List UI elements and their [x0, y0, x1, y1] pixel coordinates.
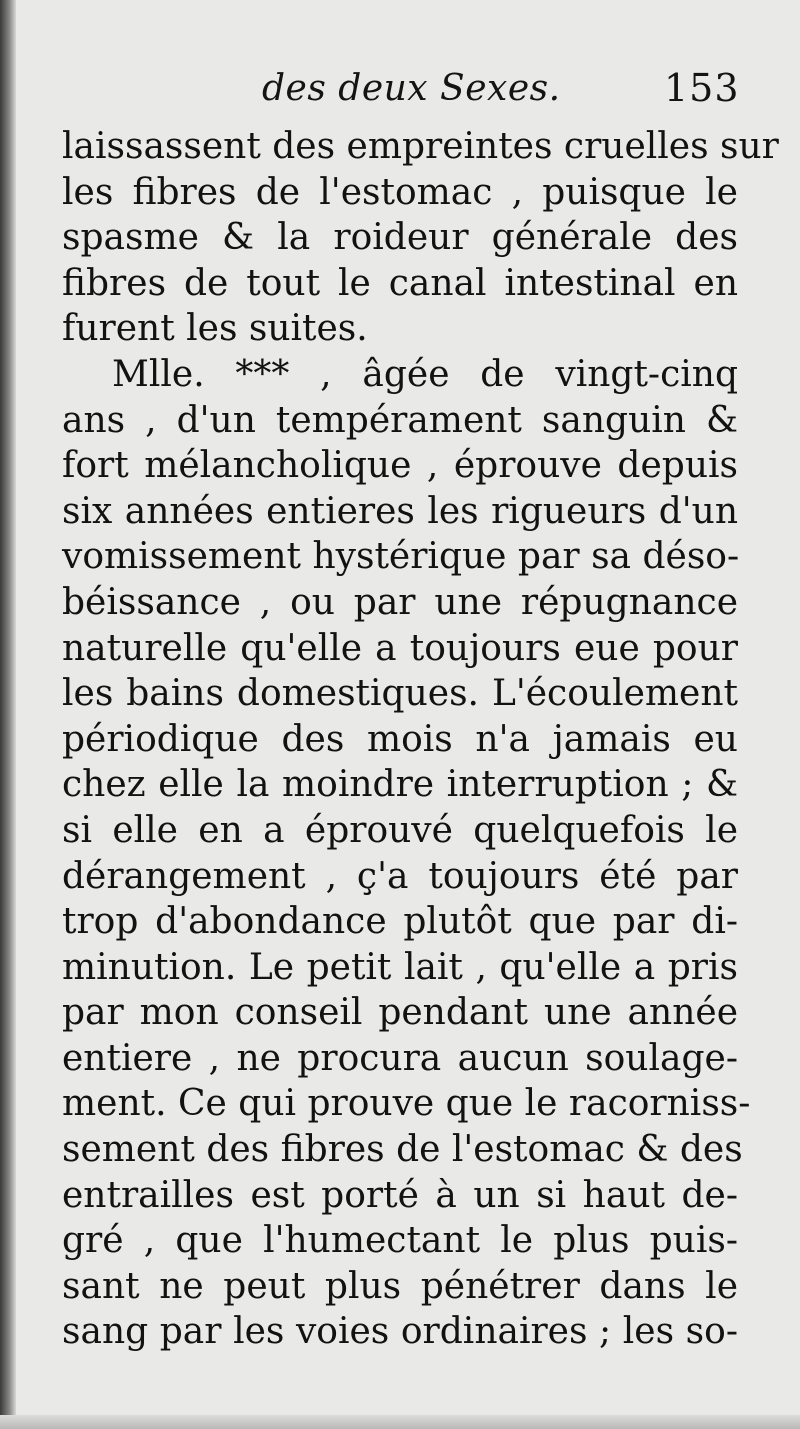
text-line: six années entieres les rigueurs d'un	[62, 490, 738, 532]
text-line: si elle en a éprouvé quelquefois le	[62, 809, 738, 851]
text-line: laissassent des empreintes cruelles sur	[62, 126, 779, 167]
page-number: 153	[664, 66, 740, 110]
text-line: sement des fibres de l'estomac & des	[62, 1129, 743, 1171]
text-line: spasme & la roideur générale des	[62, 217, 738, 259]
text-line: sang par les voies ordinaires ; les so-	[62, 1311, 738, 1353]
text-line: gré , que l'humectant le plus puis-	[62, 1220, 738, 1262]
text-line: trop d'abondance plutôt que par di-	[62, 901, 738, 943]
text-line: périodique des mois n'a jamais eu	[62, 718, 738, 760]
paragraph-start-line: Mlle. *** , âgée de vingt-cinq	[112, 353, 738, 395]
text-line: par mon conseil pendant une année	[62, 992, 738, 1034]
text-line: minution. Le petit lait , qu'elle a pris	[62, 946, 738, 988]
text-line: vomissement hystérique par sa déso-	[62, 536, 740, 578]
text-line: béissance , ou par une répugnance	[62, 581, 738, 623]
body-text	[62, 124, 779, 1355]
text-line: entrailles est porté à un si haut de-	[62, 1174, 738, 1216]
text-line: dérangement , ç'a toujours été par	[62, 855, 738, 897]
page-header	[0, 58, 800, 118]
text-line: entiere , ne procura aucun soulage-	[62, 1037, 738, 1079]
text-line: les bains domestiques. L'écoulement	[62, 673, 738, 715]
text-line: fibres de tout le canal intestinal en	[62, 262, 738, 304]
text-line: furent les suites.	[62, 308, 368, 350]
text-line: sant ne peut plus pénétrer dans le	[62, 1265, 738, 1307]
text-line: naturelle qu'elle a toujours eue pour	[62, 627, 738, 669]
running-title: des deux Sexes.	[262, 68, 561, 109]
text-line: ment. Ce qui prouve que le racorniss-	[62, 1083, 751, 1125]
text-line: ans , d'un tempérament sanguin &	[62, 399, 738, 441]
text-line: les fibres de l'estomac , puisque le	[62, 171, 738, 213]
text-line: chez elle la moindre interruption ; &	[62, 764, 738, 806]
text-line: fort mélancholique , éprouve depuis	[62, 445, 738, 487]
page-bottom-edge	[0, 1415, 800, 1429]
page-binding-edge	[0, 0, 16, 1429]
